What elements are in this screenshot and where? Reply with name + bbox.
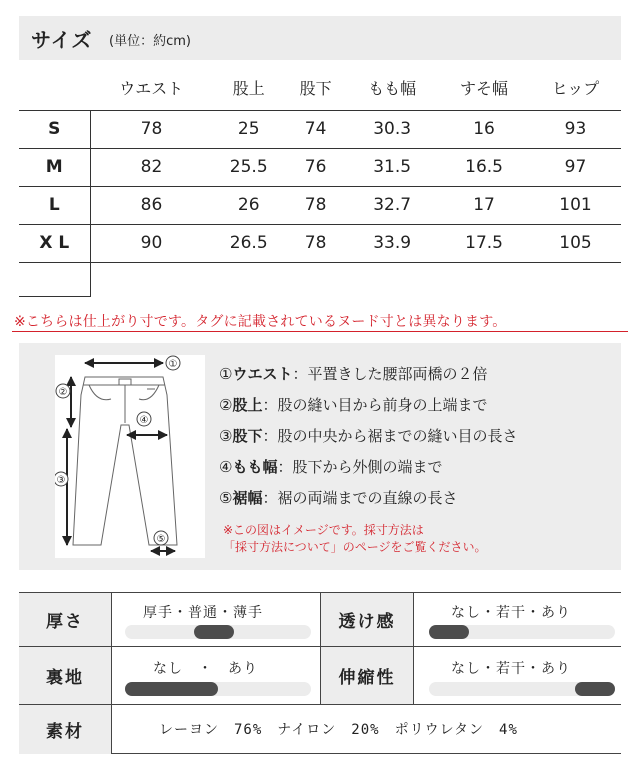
desc-hem: ⑤裾幅：裾の両端までの直線の長さ <box>219 489 458 507</box>
stretch-options: なし・若干・あり <box>451 661 571 677</box>
label-stretch: 伸縮性 <box>321 647 413 704</box>
table-cell: 82 <box>90 148 213 186</box>
pants-illustration <box>55 355 205 558</box>
table-row <box>19 148 621 186</box>
diagram-marker-thigh: ④ <box>139 415 149 426</box>
thickness-meter <box>125 625 311 639</box>
lining-options: なし ・ あり <box>153 661 258 677</box>
diagram-marker-hem: ⑤ <box>156 534 166 545</box>
table-cell: 78 <box>90 110 213 148</box>
desc-waist: ①ウエスト：平置きした腰部両橋の２倍 <box>219 365 488 383</box>
lining-meter <box>125 682 311 696</box>
size-table <box>19 66 621 297</box>
table-cell: 78 <box>285 224 346 262</box>
table-cell: 30.3 <box>346 110 438 148</box>
transparency-meter-fill <box>429 625 469 639</box>
thickness-meter-fill <box>194 625 234 639</box>
stretch-meter-fill <box>575 682 615 696</box>
header-rise: 股上 <box>213 66 285 110</box>
table-cell: 74 <box>285 110 346 148</box>
table-empty-row <box>19 262 621 296</box>
note-divider <box>12 331 628 332</box>
desc-thigh: ④もも幅：股下から外側の端まで <box>219 458 443 476</box>
attr-row-material <box>19 705 621 754</box>
transparency-options: なし・若干・あり <box>451 605 571 621</box>
fabric-attributes <box>19 592 621 754</box>
table-cell: 93 <box>530 110 621 148</box>
table-cell: 16 <box>438 110 530 148</box>
lining-meter-fill <box>125 682 218 696</box>
diagram-marker-rise: ② <box>58 387 68 398</box>
table-row <box>19 224 621 262</box>
diagram-marker-waist: ① <box>168 359 178 370</box>
table-cell: 78 <box>285 186 346 224</box>
table-cell: 16.5 <box>438 148 530 186</box>
size-title: サイズ <box>31 28 93 52</box>
table-row <box>19 186 621 224</box>
diagram-marker-inseam: ③ <box>56 475 66 486</box>
header-inseam: 股下 <box>285 66 346 110</box>
size-label: M <box>19 148 90 186</box>
material-composition: レーヨン 76% ナイロン 20% ポリウレタン 4% <box>159 722 518 738</box>
table-cell: 31.5 <box>346 148 438 186</box>
finished-size-note: ※こちらは仕上がり寸です。タグに記載されているヌード寸とは異なります。 <box>14 314 507 330</box>
table-row <box>19 110 621 148</box>
header-waist: ウエスト <box>90 66 213 110</box>
thickness-options: 厚手・普通・薄手 <box>143 605 263 621</box>
diagram-note-line2: 「採寸方法について」のページをご覧ください。 <box>223 540 487 554</box>
measurement-diagram <box>19 343 621 570</box>
table-cell: 105 <box>530 224 621 262</box>
diagram-note-line1: ※この図はイメージです。採寸方法は <box>223 523 424 537</box>
header-blank <box>19 66 90 110</box>
table-cell: 26.5 <box>213 224 285 262</box>
desc-rise: ②股上：股の縫い目から前身の上端まで <box>219 396 488 414</box>
table-cell: 90 <box>90 224 213 262</box>
table-cell: 76 <box>285 148 346 186</box>
table-cell: 25.5 <box>213 148 285 186</box>
label-thickness: 厚さ <box>19 593 111 646</box>
table-cell: 25 <box>213 110 285 148</box>
attr-row-thickness <box>19 593 621 647</box>
header-hem: すそ幅 <box>438 66 530 110</box>
size-label: X L <box>19 224 90 262</box>
table-cell: 26 <box>213 186 285 224</box>
stretch-meter <box>429 682 615 696</box>
header-hip: ヒップ <box>530 66 621 110</box>
label-lining: 裏地 <box>19 647 111 704</box>
size-unit: (単位：約cm) <box>109 34 191 49</box>
table-cell: 101 <box>530 186 621 224</box>
label-transparency: 透け感 <box>321 593 413 646</box>
label-material: 素材 <box>19 705 111 754</box>
transparency-meter <box>429 625 615 639</box>
table-cell: 97 <box>530 148 621 186</box>
attr-row-lining <box>19 647 621 705</box>
table-cell: 17 <box>438 186 530 224</box>
table-cell: 86 <box>90 186 213 224</box>
table-cell: 17.5 <box>438 224 530 262</box>
size-table-header <box>19 66 621 110</box>
size-title-bar <box>19 16 621 60</box>
size-label: L <box>19 186 90 224</box>
header-thigh: もも幅 <box>346 66 438 110</box>
table-cell: 33.9 <box>346 224 438 262</box>
pants-diagram-icon <box>55 355 205 558</box>
desc-inseam: ③股下：股の中央から裾までの縫い目の長さ <box>219 427 518 445</box>
size-label: S <box>19 110 90 148</box>
table-cell: 32.7 <box>346 186 438 224</box>
